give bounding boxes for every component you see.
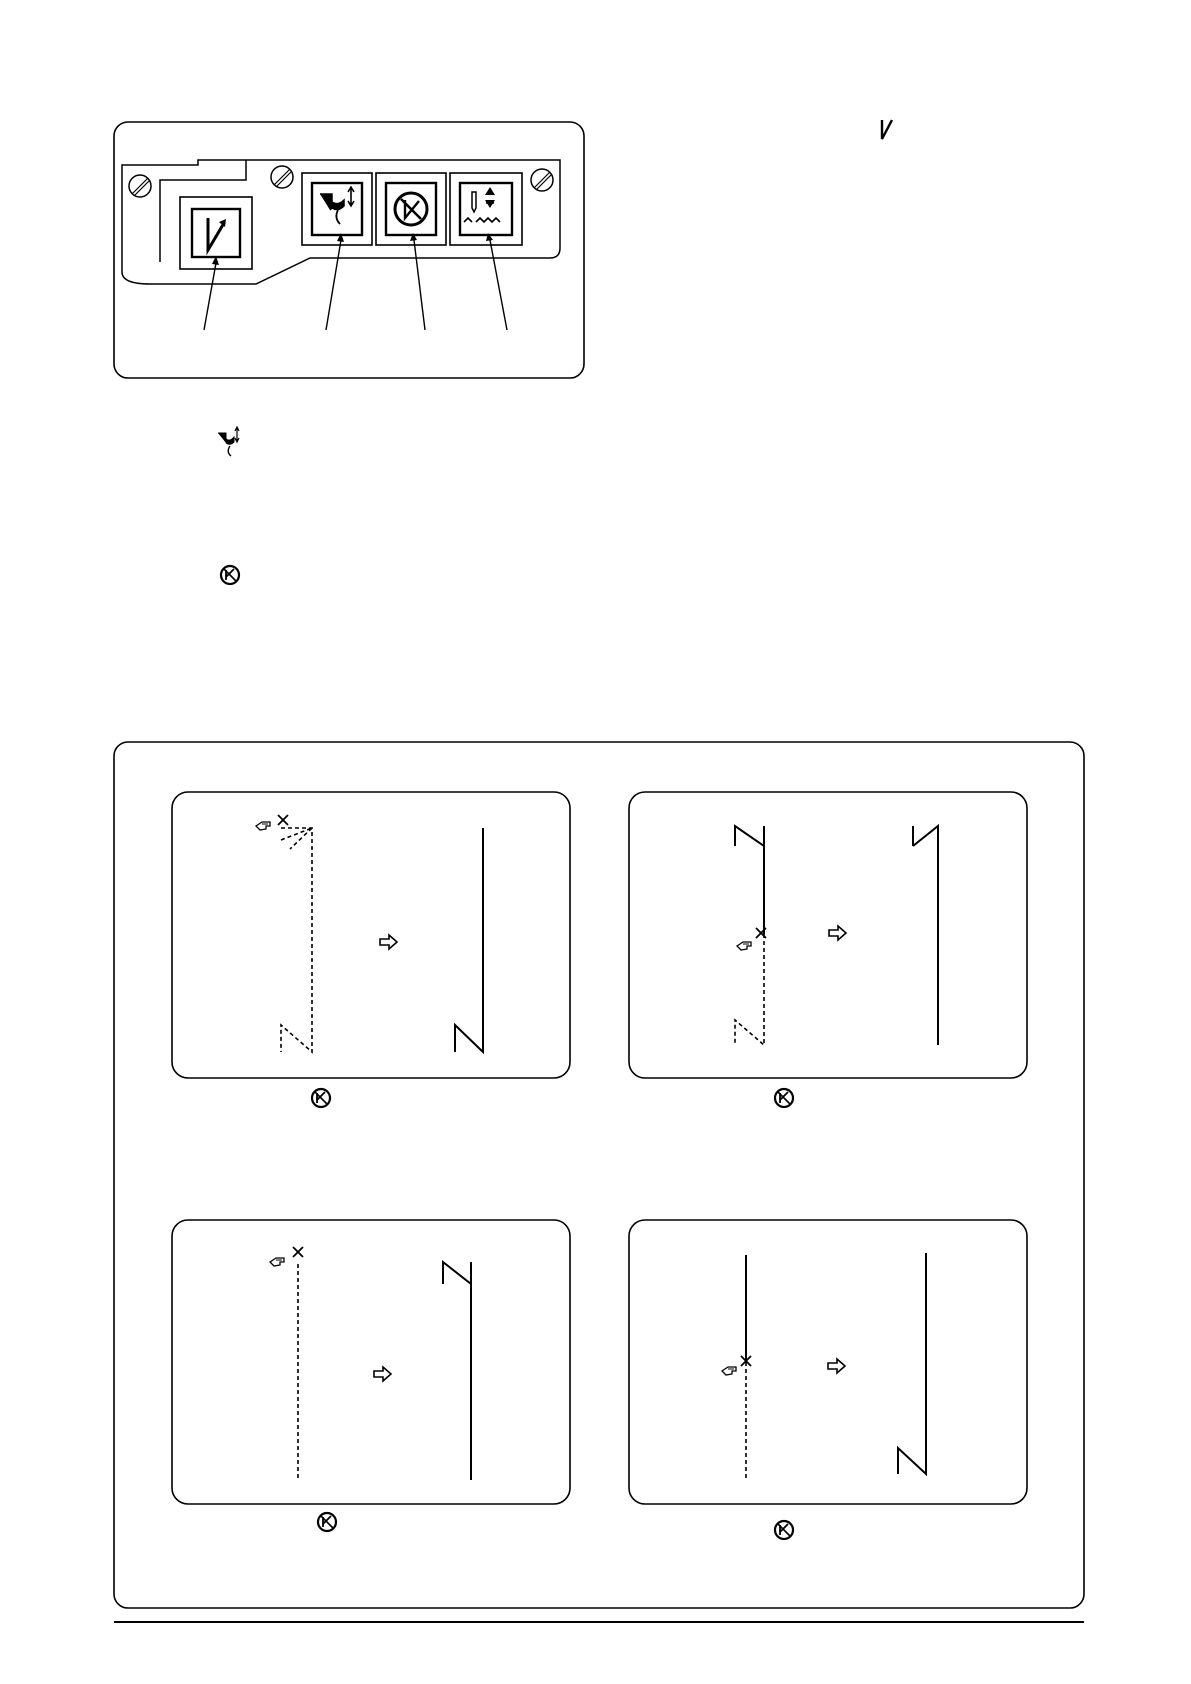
add-start-icon [318,1513,336,1531]
cancel-both-icon [312,1089,330,1107]
example-add-start [172,1220,570,1531]
reverse-stitch-cancel-symbol-icon [221,566,239,584]
example-cancel-end [629,792,1027,1107]
screw-left [129,175,151,197]
leader-lines [204,233,507,330]
presser-foot-lift-symbol-icon [218,427,239,456]
cancel-end-icon [775,1089,793,1107]
example-add-end [629,1220,1027,1539]
switch-panel-figure [114,122,584,378]
presser-foot-switch [302,173,372,245]
example-cancel-both [172,792,570,1107]
add-end-icon [775,1521,793,1539]
needle-up-down-switch-icon [464,187,500,222]
screw-right [531,169,553,191]
screw-middle [271,166,293,188]
reverse-stitch-symbol-icon [882,120,892,139]
reverse-stitch-switch-icon [208,218,226,250]
reverse-stitch-cancel-switch [376,173,446,245]
needle-up-down-switch [450,173,522,245]
presser-foot-lift-switch-icon [320,187,354,224]
reverse-stitch-cancel-switch-icon [395,193,427,225]
